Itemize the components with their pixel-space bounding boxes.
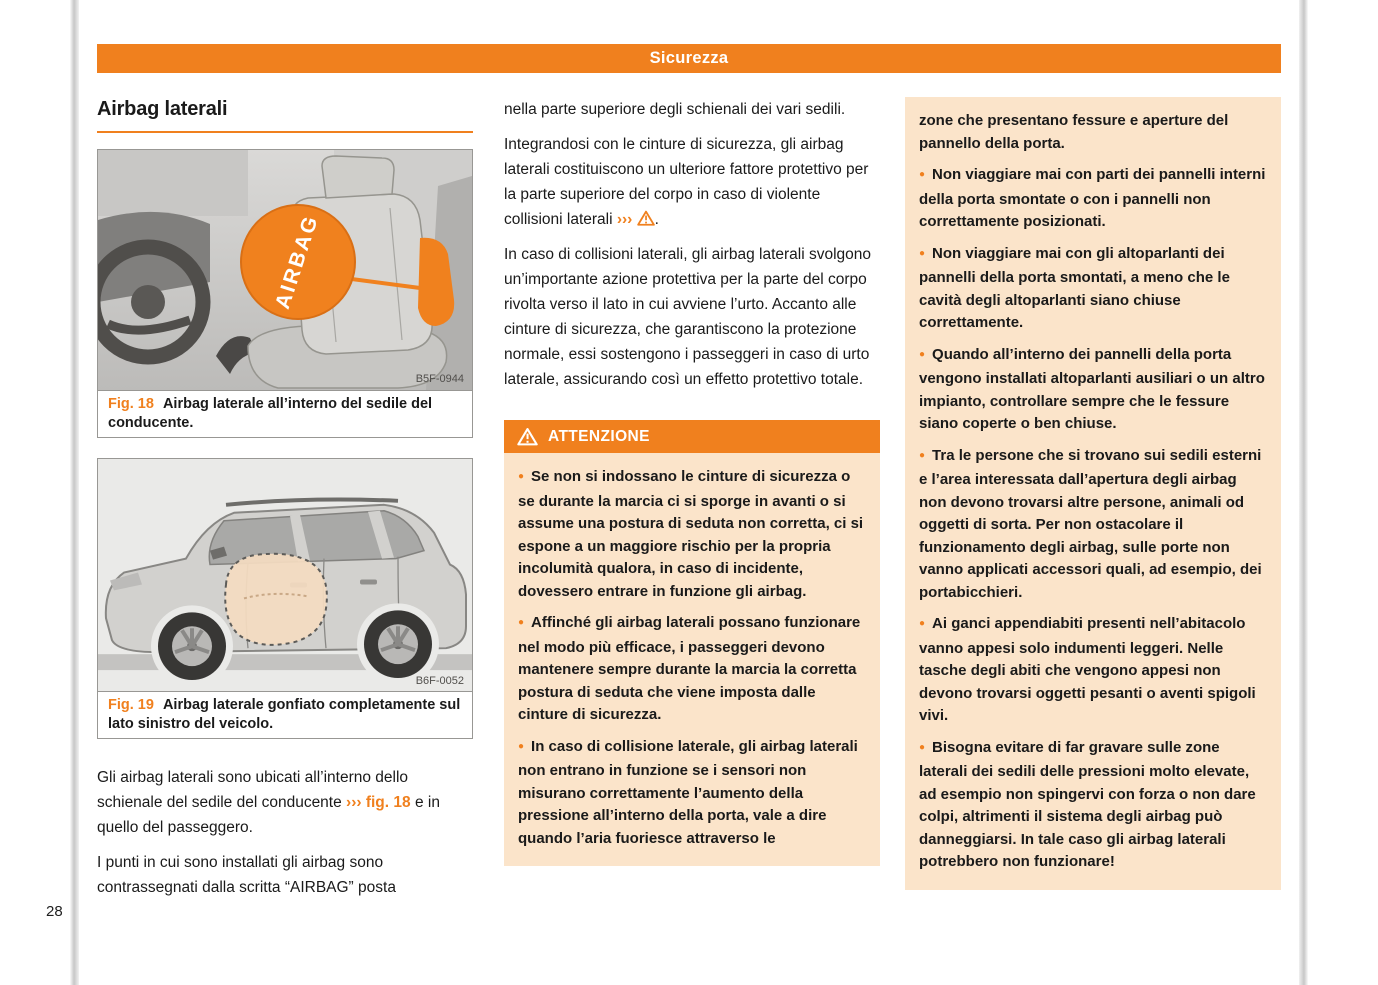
warning-bullet-item: ● Non viaggiare mai con gli altoparlanti dei pannelli della porta smontati, a meno che le cavità degli altoparlanti siano chiuse correttamente. [919,243,1267,335]
attention-title: ATTENZIONE [548,427,650,445]
warning-bullet-item: ● Quando all’interno dei pannelli della porta vengono installati altoparlanti ausiliari o un altro impianto, controllare sempre che le fessure siano coperte o ben chiuse. [919,344,1267,436]
page-edge-left [70,0,79,985]
attention-header [504,420,880,453]
paragraph-text: . [654,211,659,228]
figure-19-code: B6F-0052 [415,675,464,688]
paragraph-text: nella parte superiore degli schienali dei vari sedili. [504,101,846,118]
page-number: 28 [46,903,63,920]
figure-19-caption-text: Airbag laterale gonfiato completamente sul lato sinistro del veicolo. [108,697,461,732]
figure-19 [97,458,473,739]
warning-bullet-item: ● Se non si indossano le cinture di sicurezza o se durante la marcia ci si sporge in avanti o si assume una postura di seduta non corretta, ci si espone a un maggiore rischio per la propria incolumità qualora, in caso di incidente, dovessero entrare in funzione gli airbag. [518,466,866,603]
airbag-callout-label: AIRBAG [271,211,324,312]
figure-18 [97,149,473,438]
warning-bullet-item: ● Non viaggiare mai con parti dei pannelli interni della porta smontate o con i pannelli non correttamente posizionati. [919,164,1267,234]
warning-continuation-text: zone che presentano fessure e aperture del pannello della porta. [919,112,1229,152]
paragraph-text: Gli airbag laterali sono ubicati all’interno dello schienale del sedile del conducente [97,769,409,811]
warning-triangle-icon [637,210,655,226]
warning-bullet-item: ● In caso di collisione laterale, gli airbag laterali non entrano in funzione se i sensori non misurano correttamente l’aumento della pressione all’interno della porta, vale a dire quando l’aria fuoriesce attraverso le [518,736,866,851]
figure-reference-link[interactable]: ››› fig. 18 [346,794,411,811]
heading-rule [97,131,473,133]
paragraph-side-protection [504,242,880,392]
warning-bullet-item: ● Tra le persone che si trovano sui sedili esterni e l’area interessata dall’apertura degli airbag non devono trovarsi altre persone, animali od oggetti di sorta. Per non ostacolare il funzionamento degli airbag, sulle porte non vanno applicati accessori quali, ad esempio, dei portabicchieri. [919,445,1267,605]
middle-column [504,97,880,866]
attention-box-continuation [905,97,1281,890]
figure-19-image [97,458,473,692]
warning-triangle-icon [517,427,538,446]
chapter-header-bar [97,44,1281,73]
paragraph-airbag-marking [97,850,473,900]
figure-18-code: B5F-0944 [415,373,464,385]
figure-18-label: Fig. 18 [108,396,154,412]
car-side-airbag-illustration [98,459,472,691]
warning-bullet-item: ● Bisogna evitare di far gravare sulle zone laterali dei sedili delle pressioni molto elevate, ad esempio non spingervi con forza o non dare colpi, altrimenti il sistema degli airbag può danneggiarsi. In tale caso gli airbag laterali potrebbero non funzionare! [919,737,1267,874]
left-column [97,97,473,900]
figure-18-caption [97,390,473,438]
paragraph-continuation [504,97,880,122]
warning-bullet-item: ● Ai ganci appendiabiti presenti nell’abitacolo vanno appesi solo indumenti leggeri. Nelle tasche degli abiti che vengono appesi non devono trovarsi oggetti pesanti o aventi spigoli vivi. [919,613,1267,728]
warning-reference-link[interactable]: ››› [616,211,633,228]
section-heading: Airbag laterali [97,98,228,120]
figure-18-caption-text: Airbag laterale all’interno del sedile del conducente. [108,396,433,431]
attention-body [504,453,880,866]
paragraph-text: e in quello del passeggero. [97,794,440,836]
warning-bullet-item: ● Affinché gli airbag laterali possano funzionare nel modo più efficace, i passeggeri devono mantenere sempre durante la marcia la corretta postura di seduta che viene imposta dalle cinture di sicurezza. [518,612,866,727]
paragraph-text: Integrandosi con le cinture di sicurezza, gli airbag laterali costituiscono un ulteriore fattore protettivo per la parte superiore del corpo in caso di violente collisioni laterali [504,136,869,228]
figure-18-image [97,149,473,391]
chapter-title: Sicurezza [649,49,729,67]
paragraph-airbag-location [97,765,473,840]
right-column [905,97,1281,890]
paragraph-text: In caso di collisioni laterali, gli airbag laterali svolgono un’importante azione protettiva per la parte del corpo rivolta verso il lato in cui avviene l’urto. Accanto alle cinture di sicurezza, che garantiscono la protezione normale, essi sostengono i passeggeri in caso di urto laterale, assicurando così un effetto protettivo totale. [504,246,872,388]
figure-19-label: Fig. 19 [108,697,154,713]
figure-19-caption [97,691,473,739]
paragraph-belts-integration [504,132,880,232]
attention-box [504,420,880,866]
seat-airbag-illustration [98,150,472,390]
page-edge-right [1299,0,1308,985]
paragraph-text: I punti in cui sono installati gli airbag sono contrassegnati dalla scritta “AIRBAG” posta [97,854,396,896]
